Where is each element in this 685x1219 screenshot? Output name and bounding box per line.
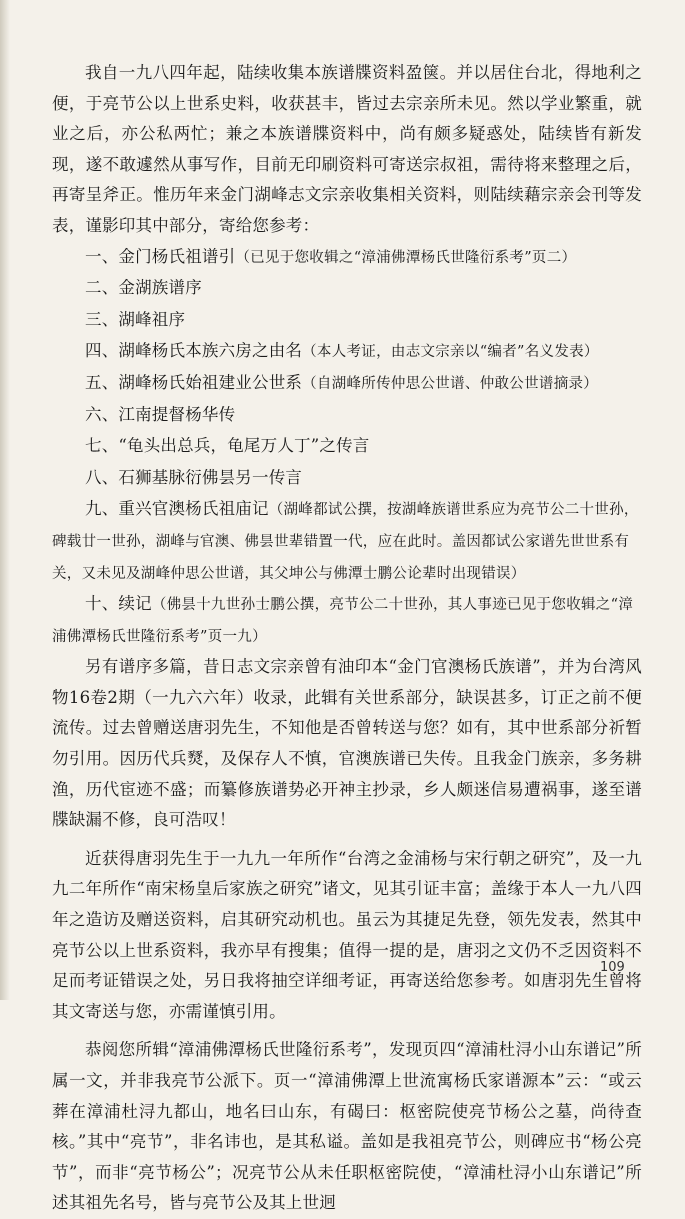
list-item: 九、重兴官澳杨氏祖庙记（湖峰都试公撰，按湖峰族谱世系应为亮节公二十世孙，碑载廿一世孙，湖峰与官澳、佛昙世辈错置一代，应在此时。盖因都试公家谱先世世系有关，又未见及湖峰仲思公世谱，其父坤公与佛潭士鹏公论辈时出现错误） [52,499,639,582]
list-item: 十、续记（佛昙十九世孙士鹏公撰，亮节公二十世孙，其人事迹已见于您收辑之“漳浦佛潭杨氏世隆衍系考”页一九） [52,594,634,645]
paragraph-genealogy-notes: 另有谱序多篇，昔日志文宗亲曾有油印本“金门官澳杨氏族谱”，并为台湾风物16卷2期（一九六六年）收录，此辑有关世系部分，缺误甚多，订正之前不便流传。过去曾赠送唐羽先生，不知他是否曾转送与您？如有，其中世系部分祈暂勿引用。因历代兵燹，及保存人不慎，官澳族谱已失传。且我金门族亲，多务耕渔，历代宦迹不盛；而纂修族谱势必开神主抄录，乡人颇迷信易遭祸事，遂至谱牒缺漏不修，良可浩叹！ [52,657,642,830]
list-item: 七、“龟头出总兵，龟尾万人丁”之传言 [85,436,370,456]
letter-body [52,58,642,1219]
list-item: 二、金湖族谱序 [85,278,202,298]
list-item: 三、湖峰祖序 [85,309,186,329]
list-item: 一、金门杨氏祖谱引（已见于您收辑之“漳浦佛潭杨氏世隆衍系考”页二） [85,246,577,266]
page-number: 109 [600,960,625,975]
list-item: 五、湖峰杨氏始祖建业公世系（自湖峰所传仲思公世谱、仲敢公世谱摘录） [85,372,599,392]
paragraph-tang-yu: 近获得唐羽先生于一九九一年所作“台湾之金浦杨与宋行朝之研究”，及一九九二年所作“南宋杨皇后家族之研究”诸文，见其引证丰富；盖缘于本人一九八四年之造访及赠送资料，启其研究动机也。虽云为其捷足先登，领先发表，然其中亮节公以上世系资料，我亦早有搜集；值得一提的是，唐羽之文仍不乏因资料不足而考证错误之处，另日我将抽空详细考证，再寄送给您参考。如唐羽先生曾将其文寄送与您，亦需谨慎引用。 [52,848,642,1021]
paragraph-reading-notes: 恭阅您所辑“漳浦佛潭杨氏世隆衍系考”，发现页四“漳浦杜浔小山东谱记”所属一文，并非我亮节公派下。页一“漳浦佛潭上世流寓杨氏家谱源本”云：“或云葬在漳浦杜浔九都山，地名曰山东，有碣曰：枢密院使亮节杨公之墓，尚待查核。”其中“亮节”，非名讳也，是其私谥。盖如是我祖亮节公，则碑应书“杨公亮节”，而非“亮节杨公”；况亮节公从未任职枢密院使，“漳浦杜浔小山东谱记”所述其祖先名号，皆与亮节公及其上世迥 [52,1040,642,1213]
list-item: 四、湖峰杨氏本族六房之由名（本人考证，由志文宗亲以“编者”名义发表） [85,341,599,361]
paragraph-gap [52,836,642,844]
list-item: 八、石狮基脉衍佛昙另一传言 [85,467,303,487]
paragraph-gap [52,1027,642,1035]
paragraph-intro: 我自一九八四年起，陆续收集本族谱牒资料盈箧。并以居住台北，得地利之便，于亮节公以上世系史料，收获甚丰，皆过去宗亲所未见。然以学业繁重，就业之后，亦公私两忙；兼之本族谱牒资料中，尚有颇多疑惑处，陆续皆有新发现，遂不敢遽然从事写作，目前无印刷资料可寄送宗叔祖，需待将来整理之后，再寄呈斧正。惟历年来金门湖峰志文宗亲收集相关资料，则陆续藉宗亲会刊等发表，谨影印其中部分，寄给您参考： [52,63,642,235]
page-edge-shadow [0,0,10,1000]
item-list [52,242,642,653]
list-item: 六、江南提督杨华传 [85,404,236,424]
